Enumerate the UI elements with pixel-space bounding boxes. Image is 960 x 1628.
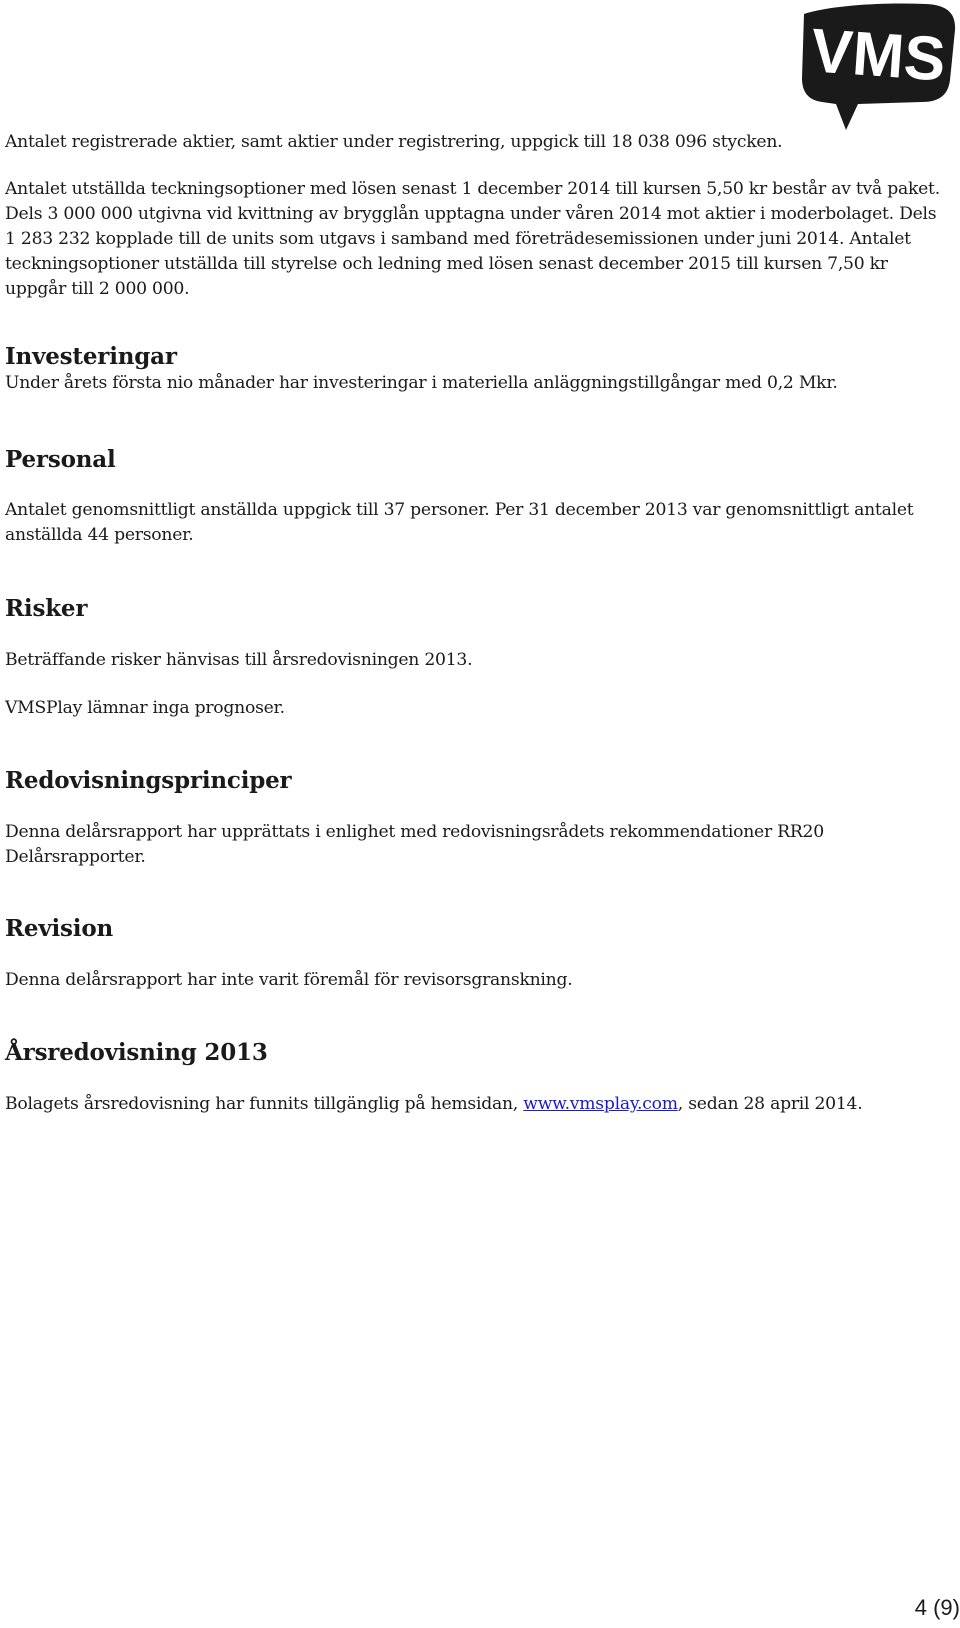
paragraph-risker-2: VMSPlay lämnar inga prognoser. (5, 698, 285, 718)
paragraph-revision: Denna delårsrapport har inte varit föremål för revisorsgranskning. (5, 970, 573, 990)
heading-risker: Risker (5, 595, 88, 622)
paragraph-registered-shares: Antalet registrerade aktier, samt aktier under registrering, uppgick till 18 038 096 stycken. (5, 132, 783, 152)
vms-logo (798, 0, 958, 132)
heading-personal: Personal (5, 446, 116, 473)
arsredovisning-text-before: Bolagets årsredovisning har funnits tillgänglig på hemsidan, (5, 1094, 524, 1114)
heading-redovisningsprinciper: Redovisningsprinciper (5, 767, 292, 794)
paragraph-personal: Antalet genomsnittligt anställda uppgick till 37 personer. Per 31 december 2013 var genomsnittligt antalet anställda 44 personer. (5, 500, 914, 545)
heading-investeringar: Investeringar (5, 343, 177, 370)
arsredovisning-text-after: , sedan 28 april 2014. (677, 1094, 863, 1114)
vmsplay-website-link[interactable]: www.vmsplay.com (523, 1094, 678, 1114)
paragraph-risker-1: Beträffande risker hänvisas till årsredovisningen 2013. (5, 650, 473, 670)
paragraph-investeringar: Under årets första nio månader har investeringar i materiella anläggningstillgångar med 0,2 Mkr. (5, 373, 838, 393)
heading-arsredovisning: Årsredovisning 2013 (5, 1039, 268, 1066)
paragraph-arsredovisning (5, 1092, 950, 1117)
paragraph-subscription-options: Antalet utställda teckningsoptioner med lösen senast 1 december 2014 till kursen 5,50 kr består av två paket. Dels 3 000 000 utgivna vid kvittning av brygglån upptagna under våren 2014 mot aktier i moderbolaget. Dels 1 283 232 kopplade till de units som utgavs i samband med företrädesemissionen under juni 2014. Antalet teckningsoptioner utställda till styrelse och ledning med lösen senast december 2015 till kursen 7,50 kr uppgår till 2 000 000. (5, 179, 940, 299)
paragraph-redovisningsprinciper: Denna delårsrapport har upprättats i enlighet med redovisningsrådets rekommendationer RR20 Delårsrapporter. (5, 822, 824, 867)
heading-revision: Revision (5, 915, 113, 942)
page-number: 4 (9) (914, 1595, 960, 1620)
logo-text: VMS (808, 16, 948, 95)
